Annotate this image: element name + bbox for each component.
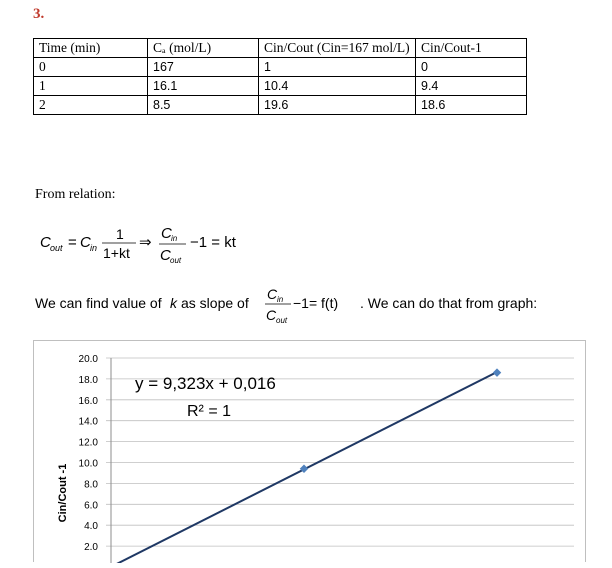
cell-cin-cout-minus-1: 18.6 (416, 96, 527, 115)
sentence-frac-den: C (266, 307, 277, 323)
table-row (34, 96, 527, 115)
y-tick-label: 14.0 (79, 417, 99, 428)
cell-ca: 8.5 (148, 96, 259, 115)
cell-ca: 16.1 (148, 77, 259, 96)
y-tick-label: 8.0 (84, 479, 98, 490)
trendline-equation: y = 9,323x + 0,016 (135, 374, 276, 393)
chart-frame (33, 340, 586, 562)
section-number: 3. (33, 6, 44, 23)
header-cin-cout: Cin/Cout (Cin=167 mol/L) (259, 39, 416, 58)
header-ca: Cₐ (mol/L) (148, 39, 259, 58)
sentence-part1: We can find value of (35, 295, 162, 311)
y-tick-label: 4.0 (84, 521, 98, 532)
cell-ca: 167 (148, 58, 259, 77)
eq-frac-num: 1 (116, 226, 124, 242)
chart-plot (34, 341, 587, 563)
r-squared-label: R² = 1 (187, 403, 231, 420)
relation-equation (40, 220, 300, 270)
data-table (33, 38, 527, 115)
y-tick-label: 16.0 (79, 396, 99, 407)
cell-cin-cout: 10.4 (259, 77, 416, 96)
cell-cin-cout-minus-1: 0 (416, 58, 527, 77)
eq-frac2-den-sub: out (170, 256, 182, 265)
eq-cin-sub: in (90, 243, 97, 253)
data-point (493, 368, 501, 376)
y-tick-label: 12.0 (79, 438, 99, 449)
eq-rhs: −1 = kt (190, 234, 237, 251)
cell-cin-cout: 19.6 (259, 96, 416, 115)
table-row (34, 77, 527, 96)
sentence-part3: −1= f(t) (293, 295, 338, 311)
sentence-frac-num-sub: in (277, 295, 284, 304)
y-tick-label: 20.0 (79, 354, 99, 365)
eq-equals: = (68, 234, 77, 251)
header-cin-cout-minus-1: Cin/Cout-1 (416, 39, 527, 58)
cell-cin-cout: 1 (259, 58, 416, 77)
sentence-part2: as slope of (181, 295, 249, 311)
slope-sentence (35, 288, 610, 328)
y-tick-label: 2.0 (84, 542, 98, 553)
sentence-frac-den-sub: out (276, 316, 288, 325)
y-axis-label: Cin/Cout -1 (57, 464, 69, 523)
eq-arrow: ⇒ (139, 234, 152, 251)
sentence-k: k (170, 295, 178, 311)
cell-time: 1 (34, 77, 148, 96)
intro-text: From relation: (35, 187, 116, 203)
table-row (34, 58, 527, 77)
y-tick-label: 6.0 (84, 500, 98, 511)
table-header-row (34, 39, 527, 58)
cell-time: 2 (34, 96, 148, 115)
eq-cout: C (40, 234, 51, 251)
eq-frac2-den: C (160, 247, 171, 264)
eq-frac2-num-sub: in (171, 234, 178, 243)
y-tick-label: 18.0 (79, 375, 99, 386)
sentence-part4: . We can do that from graph: (360, 295, 537, 311)
header-time: Time (min) (34, 39, 148, 58)
eq-cin: C (80, 234, 91, 251)
cell-time: 0 (34, 58, 148, 77)
sentence-frac-num: C (267, 288, 278, 302)
eq-cout-sub: out (50, 243, 63, 253)
cell-cin-cout-minus-1: 9.4 (416, 77, 527, 96)
eq-frac-den: 1+kt (103, 245, 130, 261)
y-tick-label: 10.0 (79, 459, 99, 470)
eq-frac2-num: C (161, 225, 172, 242)
